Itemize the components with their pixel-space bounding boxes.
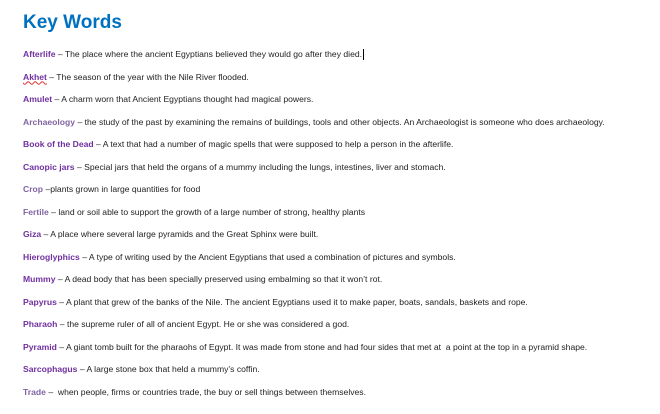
key-word-term: Mummy <box>23 274 56 284</box>
key-word-definition: – A place where several large pyramids and the Great Sphinx were built. <box>41 229 319 239</box>
key-word-definition: – when people, firms or countries trade, the buy or sell things between themselves. <box>45 386 366 397</box>
key-word-entry[interactable] <box>23 363 260 375</box>
key-word-definition: – Special jars that held the organs of a mummy including the lungs, intestines, liver and stomach. <box>74 161 446 172</box>
key-word-definition: – The season of the year with the Nile River flooded. <box>46 71 249 82</box>
key-word-entry[interactable] <box>23 318 349 330</box>
key-word-term: Crop <box>23 184 44 194</box>
key-word-definition: – A text that had a number of magic spells that were supposed to help a person in the afterlife. <box>93 139 454 149</box>
text-cursor <box>363 49 364 60</box>
key-word-entry[interactable] <box>23 386 366 398</box>
key-word-entry[interactable] <box>23 206 365 218</box>
key-word-term: Papyrus <box>23 296 57 307</box>
key-word-term: Pyramid <box>23 341 57 352</box>
key-word-definition: –plants grown in large quantities for food <box>43 184 201 194</box>
key-word-term: Sarcophagus <box>23 364 78 374</box>
page-title: Key Words <box>23 12 122 33</box>
key-word-definition: – A plant that grew of the banks of the Nile. The ancient Egyptians used it to make paper, boats, sandals, baskets and rope. <box>56 296 528 307</box>
key-word-term: Trade <box>23 386 46 397</box>
key-word-term: Amulet <box>23 94 53 104</box>
key-word-entry[interactable] <box>23 93 313 105</box>
key-word-term: Giza <box>23 229 42 239</box>
key-word-definition: – A giant tomb built for the pharaohs of Egypt. It was made from stone and had four sides that met at a point at the top in a pyramid shape. <box>56 341 588 352</box>
key-word-entry[interactable] <box>23 251 456 263</box>
key-word-term: Fertile <box>23 206 49 217</box>
key-word-definition: – A charm worn that Ancient Egyptians thought had magical powers. <box>52 94 314 104</box>
key-word-entry[interactable] <box>23 116 605 128</box>
key-word-entry[interactable] <box>23 138 453 150</box>
key-word-entry[interactable] <box>23 273 382 285</box>
key-word-definition: – A type of writing used by the Ancient Egyptians that used a combination of pictures and symbols. <box>79 251 456 262</box>
key-word-term: Canopic jars <box>23 161 75 172</box>
key-word-term: Book of the Dead <box>23 139 94 149</box>
key-word-term: Pharaoh <box>23 319 58 329</box>
key-word-entry[interactable] <box>23 71 249 83</box>
key-word-term: Archaeology <box>23 116 76 127</box>
key-word-definition: – A dead body that has been specially preserved using embalming so that it won’t rot. <box>55 274 383 284</box>
key-word-entry[interactable] <box>23 228 318 240</box>
key-word-entry[interactable] <box>23 48 364 60</box>
key-word-term: Hieroglyphics <box>23 251 80 262</box>
key-word-definition: – the supreme ruler of all of ancient Egypt. He or she was considered a god. <box>57 319 350 329</box>
key-word-definition: – A large stone box that held a mummy’s coffin. <box>77 364 260 374</box>
key-word-entry[interactable] <box>23 296 528 308</box>
key-word-definition: – land or soil able to support the growth of a large number of strong, healthy plants <box>48 206 366 217</box>
key-word-term: Afterlife <box>23 49 56 59</box>
key-word-entry[interactable] <box>23 341 587 353</box>
key-word-entry[interactable] <box>23 161 446 173</box>
key-word-definition: – The place where the ancient Egyptians believed they would go after they died. <box>55 49 363 59</box>
key-word-entry[interactable] <box>23 183 200 195</box>
key-word-definition: – the study of the past by examining the remains of buildings, tools and other objects. An Archaeologist is someone who does archaeology. <box>75 116 605 127</box>
key-word-term: Akhet <box>23 71 47 82</box>
